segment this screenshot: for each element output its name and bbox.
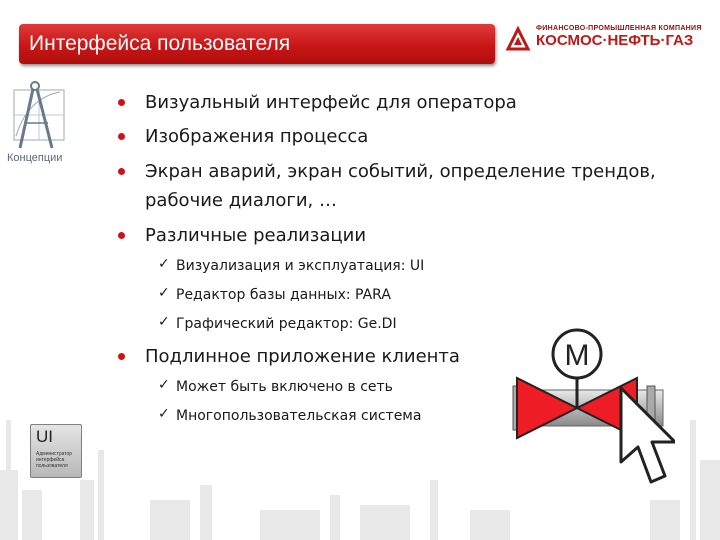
- checkmark-icon: ✓: [158, 377, 170, 393]
- bullet-3-continuation: рабочие диалоги, …: [145, 190, 337, 211]
- check-item-multiuser: Многопользовательская система: [176, 408, 422, 424]
- ui-badge-subtitle: Администратор интерфейса пользователя: [36, 451, 73, 469]
- checkmark-icon: ✓: [158, 285, 170, 301]
- check-item-gedi: Графический редактор: Ge.DI: [176, 316, 397, 332]
- logo-emblem-icon: [508, 29, 528, 49]
- bullet-5: Подлинное приложение клиента: [145, 346, 460, 367]
- checkmark-icon: ✓: [158, 406, 170, 422]
- bullet-dot-2: [118, 133, 125, 140]
- bullet-dot-3: [118, 168, 125, 175]
- bullet-2: Изображения процесса: [145, 126, 369, 147]
- motorized-valve-icon: [495, 322, 675, 492]
- drafting-compass-icon: [8, 78, 68, 156]
- bullet-dot-5: [118, 353, 125, 360]
- slide-title: Интерфейса пользователя: [19, 24, 495, 64]
- ui-badge-title: UI: [36, 427, 53, 446]
- bullet-4: Различные реализации: [145, 225, 367, 246]
- checkmark-icon: ✓: [158, 256, 170, 272]
- check-item-network: Может быть включено в сеть: [176, 379, 393, 395]
- checkmark-icon: ✓: [158, 314, 170, 330]
- logo-subtitle: ФИНАНСОВО-ПРОМЫШЛЕННАЯ КОМПАНИЯ: [536, 25, 702, 32]
- check-item-para: Редактор базы данных: PARA: [176, 287, 391, 303]
- ui-admin-badge: [30, 424, 82, 478]
- bullet-1: Визуальный интерфейс для оператора: [145, 92, 517, 113]
- bullet-dot-4: [118, 232, 125, 239]
- motor-label: M: [564, 339, 590, 372]
- bullet-dot-1: [118, 99, 125, 106]
- logo-name: КОСМОС·НЕФТЬ·ГАЗ: [536, 32, 694, 49]
- check-item-ui: Визуализация и эксплуатация: UI: [176, 258, 425, 274]
- concept-label: Концепции: [7, 152, 63, 164]
- bullet-3: Экран аварий, экран событий, определение трендов,: [145, 161, 656, 182]
